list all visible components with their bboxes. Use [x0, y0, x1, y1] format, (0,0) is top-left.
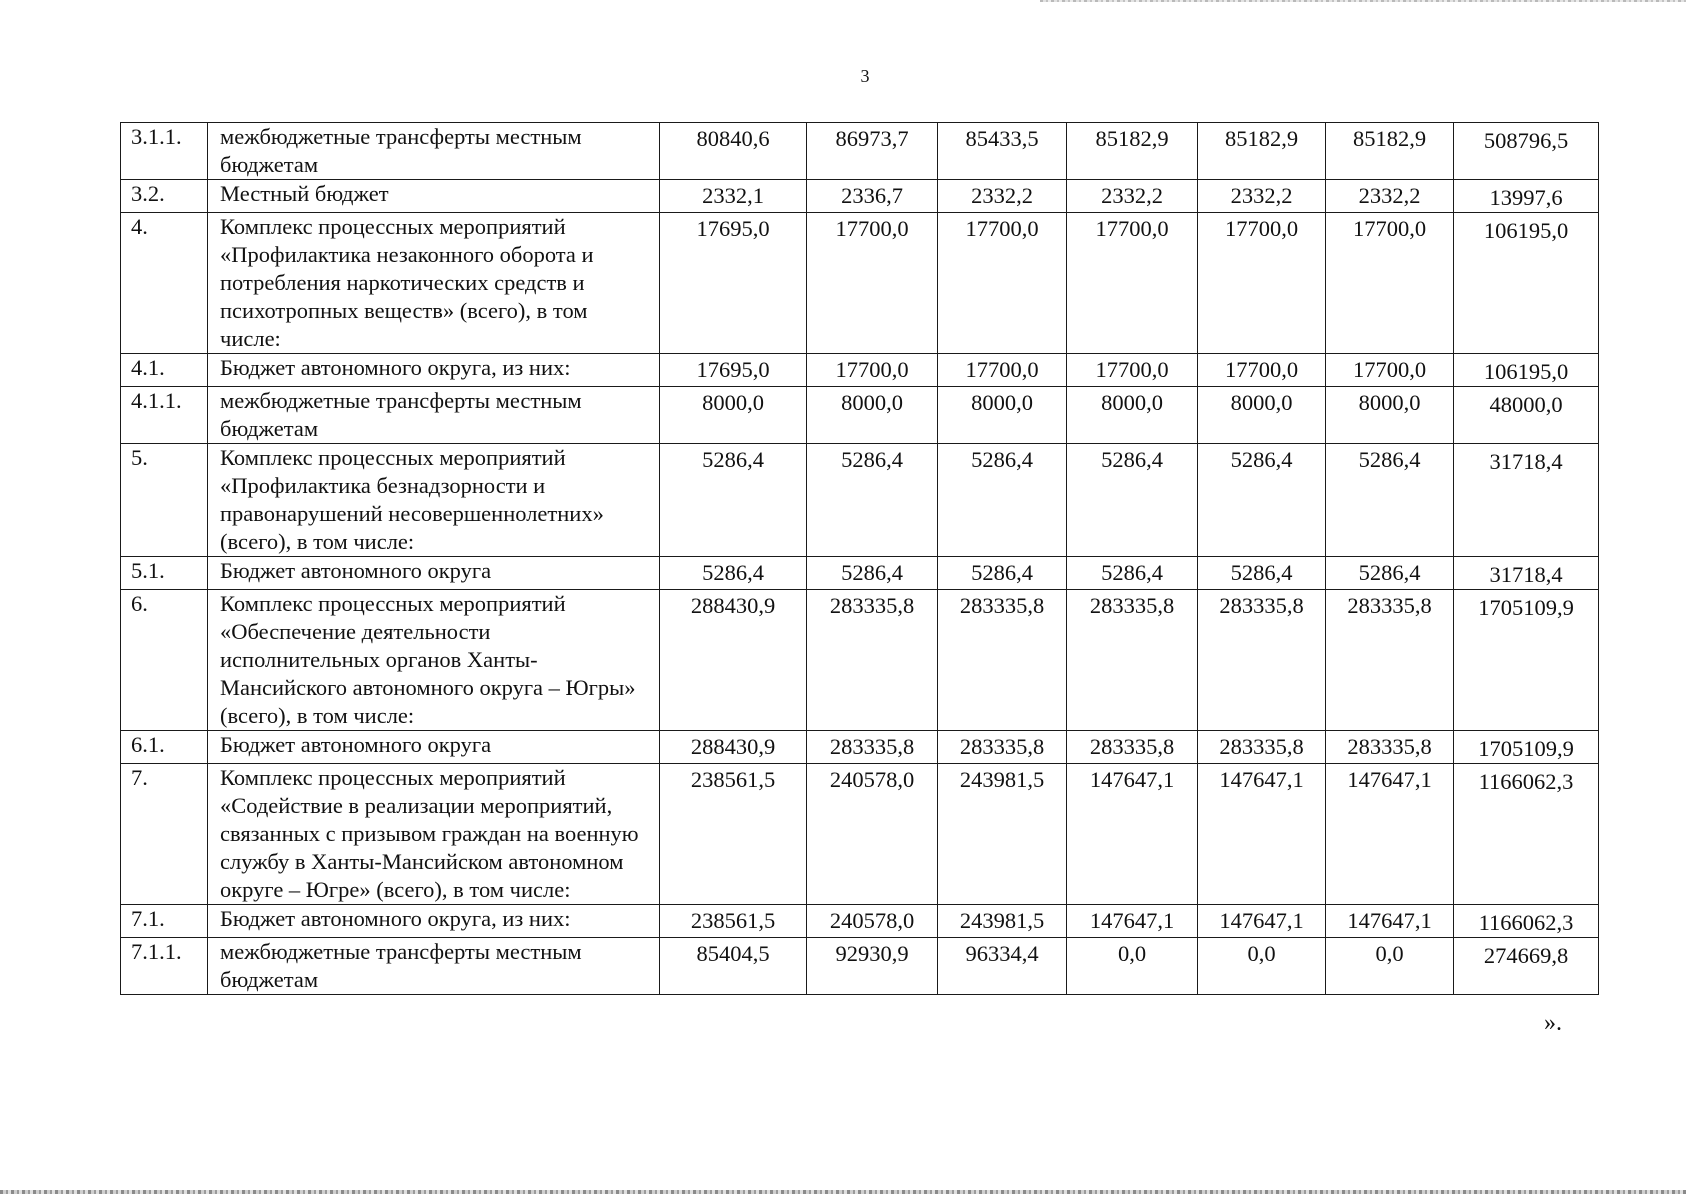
row-number-cell: 3.1.1. [121, 123, 208, 180]
value-cell: 5286,4 [807, 557, 938, 590]
table-row [121, 387, 1599, 444]
value-cell: 5286,4 [1198, 557, 1326, 590]
value-cell: 283335,8 [1067, 590, 1198, 731]
value-cell: 8000,0 [1067, 387, 1198, 444]
value-cell: 92930,9 [807, 938, 938, 995]
value-cell: 283335,8 [1198, 590, 1326, 731]
table-row [121, 905, 1599, 938]
scan-artifact-bottom [0, 1190, 1686, 1194]
row-number-cell: 6. [121, 590, 208, 731]
value-cell: 8000,0 [1326, 387, 1454, 444]
table-row [121, 590, 1599, 731]
table-row [121, 123, 1599, 180]
value-cell: 85182,9 [1067, 123, 1198, 180]
value-cell: 2332,2 [938, 180, 1067, 213]
value-cell: 85182,9 [1198, 123, 1326, 180]
row-name-cell: Комплекс процессных мероприятий «Профилактика незаконного оборота и потребления наркотических средств и психотропных веществ» (всего), в том числе: [208, 213, 660, 354]
value-cell: 288430,9 [660, 590, 807, 731]
total-cell: 106195,0 [1454, 354, 1599, 387]
table-row [121, 213, 1599, 354]
value-cell: 147647,1 [1326, 764, 1454, 905]
table-row [121, 557, 1599, 590]
value-cell: 283335,8 [1326, 590, 1454, 731]
row-name-cell: Комплекс процессных мероприятий «Содействие в реализации мероприятий, связанных с призывом граждан на военную службу в Ханты-Мансийском автономном округе – Югре» (всего), в том числе: [208, 764, 660, 905]
value-cell: 147647,1 [1198, 764, 1326, 905]
value-cell: 17700,0 [807, 354, 938, 387]
row-number-cell: 5. [121, 444, 208, 557]
value-cell: 147647,1 [1198, 905, 1326, 938]
value-cell: 17695,0 [660, 354, 807, 387]
value-cell: 17695,0 [660, 213, 807, 354]
value-cell: 17700,0 [807, 213, 938, 354]
total-cell: 508796,5 [1454, 123, 1599, 180]
row-number-cell: 7. [121, 764, 208, 905]
value-cell: 283335,8 [938, 731, 1067, 764]
value-cell: 240578,0 [807, 764, 938, 905]
total-cell: 1705109,9 [1454, 590, 1599, 731]
closing-quote: ». [1544, 1010, 1562, 1036]
row-number-cell: 4.1.1. [121, 387, 208, 444]
row-name-cell: межбюджетные трансферты местным бюджетам [208, 938, 660, 995]
value-cell: 8000,0 [660, 387, 807, 444]
value-cell: 5286,4 [660, 557, 807, 590]
value-cell: 17700,0 [1067, 354, 1198, 387]
value-cell: 288430,9 [660, 731, 807, 764]
value-cell: 17700,0 [1326, 354, 1454, 387]
value-cell: 2332,2 [1326, 180, 1454, 213]
table-row [121, 444, 1599, 557]
value-cell: 5286,4 [938, 444, 1067, 557]
value-cell: 96334,4 [938, 938, 1067, 995]
page-number: 3 [860, 66, 870, 86]
value-cell: 2332,1 [660, 180, 807, 213]
value-cell: 80840,6 [660, 123, 807, 180]
value-cell: 283335,8 [938, 590, 1067, 731]
value-cell: 8000,0 [938, 387, 1067, 444]
value-cell: 17700,0 [1326, 213, 1454, 354]
table-row [121, 938, 1599, 995]
row-name-cell: Бюджет автономного округа [208, 557, 660, 590]
table-row [121, 180, 1599, 213]
value-cell: 240578,0 [807, 905, 938, 938]
value-cell: 17700,0 [1198, 354, 1326, 387]
table-row [121, 354, 1599, 387]
value-cell: 2332,2 [1198, 180, 1326, 213]
row-number-cell: 7.1.1. [121, 938, 208, 995]
value-cell: 2336,7 [807, 180, 938, 213]
value-cell: 283335,8 [1198, 731, 1326, 764]
value-cell: 85182,9 [1326, 123, 1454, 180]
value-cell: 5286,4 [938, 557, 1067, 590]
value-cell: 0,0 [1067, 938, 1198, 995]
row-number-cell: 3.2. [121, 180, 208, 213]
value-cell: 147647,1 [1067, 905, 1198, 938]
total-cell: 1166062,3 [1454, 764, 1599, 905]
table-row [121, 731, 1599, 764]
value-cell: 0,0 [1326, 938, 1454, 995]
value-cell: 85433,5 [938, 123, 1067, 180]
value-cell: 5286,4 [660, 444, 807, 557]
value-cell: 283335,8 [807, 590, 938, 731]
row-number-cell: 7.1. [121, 905, 208, 938]
value-cell: 283335,8 [1326, 731, 1454, 764]
value-cell: 5286,4 [1326, 444, 1454, 557]
value-cell: 85404,5 [660, 938, 807, 995]
value-cell: 5286,4 [1067, 444, 1198, 557]
value-cell: 8000,0 [1198, 387, 1326, 444]
total-cell: 106195,0 [1454, 213, 1599, 354]
row-name-cell: Бюджет автономного округа, из них: [208, 354, 660, 387]
value-cell: 147647,1 [1326, 905, 1454, 938]
value-cell: 283335,8 [807, 731, 938, 764]
value-cell: 5286,4 [1198, 444, 1326, 557]
value-cell: 86973,7 [807, 123, 938, 180]
total-cell: 31718,4 [1454, 444, 1599, 557]
budget-table-body [121, 123, 1599, 995]
value-cell: 17700,0 [938, 213, 1067, 354]
row-name-cell: Комплекс процессных мероприятий «Профилактика безнадзорности и правонарушений несовершеннолетних» (всего), в том числе: [208, 444, 660, 557]
scan-artifact-top [1040, 0, 1686, 2]
value-cell: 17700,0 [1067, 213, 1198, 354]
total-cell: 31718,4 [1454, 557, 1599, 590]
value-cell: 5286,4 [807, 444, 938, 557]
total-cell: 1166062,3 [1454, 905, 1599, 938]
value-cell: 238561,5 [660, 905, 807, 938]
row-name-cell: межбюджетные трансферты местным бюджетам [208, 123, 660, 180]
value-cell: 0,0 [1198, 938, 1326, 995]
row-name-cell: Бюджет автономного округа, из них: [208, 905, 660, 938]
row-number-cell: 6.1. [121, 731, 208, 764]
value-cell: 5286,4 [1067, 557, 1198, 590]
total-cell: 274669,8 [1454, 938, 1599, 995]
row-name-cell: Комплекс процессных мероприятий «Обеспечение деятельности исполнительных органов Ханты-Мансийского автономного округа – Югры» (всего), в том числе: [208, 590, 660, 731]
value-cell: 17700,0 [938, 354, 1067, 387]
value-cell: 17700,0 [1198, 213, 1326, 354]
table-row [121, 764, 1599, 905]
value-cell: 238561,5 [660, 764, 807, 905]
total-cell: 13997,6 [1454, 180, 1599, 213]
budget-table [120, 122, 1599, 995]
row-name-cell: межбюджетные трансферты местным бюджетам [208, 387, 660, 444]
value-cell: 147647,1 [1067, 764, 1198, 905]
row-number-cell: 5.1. [121, 557, 208, 590]
value-cell: 5286,4 [1326, 557, 1454, 590]
value-cell: 243981,5 [938, 764, 1067, 905]
value-cell: 2332,2 [1067, 180, 1198, 213]
row-number-cell: 4.1. [121, 354, 208, 387]
total-cell: 1705109,9 [1454, 731, 1599, 764]
total-cell: 48000,0 [1454, 387, 1599, 444]
row-number-cell: 4. [121, 213, 208, 354]
value-cell: 8000,0 [807, 387, 938, 444]
row-name-cell: Местный бюджет [208, 180, 660, 213]
row-name-cell: Бюджет автономного округа [208, 731, 660, 764]
value-cell: 243981,5 [938, 905, 1067, 938]
value-cell: 283335,8 [1067, 731, 1198, 764]
